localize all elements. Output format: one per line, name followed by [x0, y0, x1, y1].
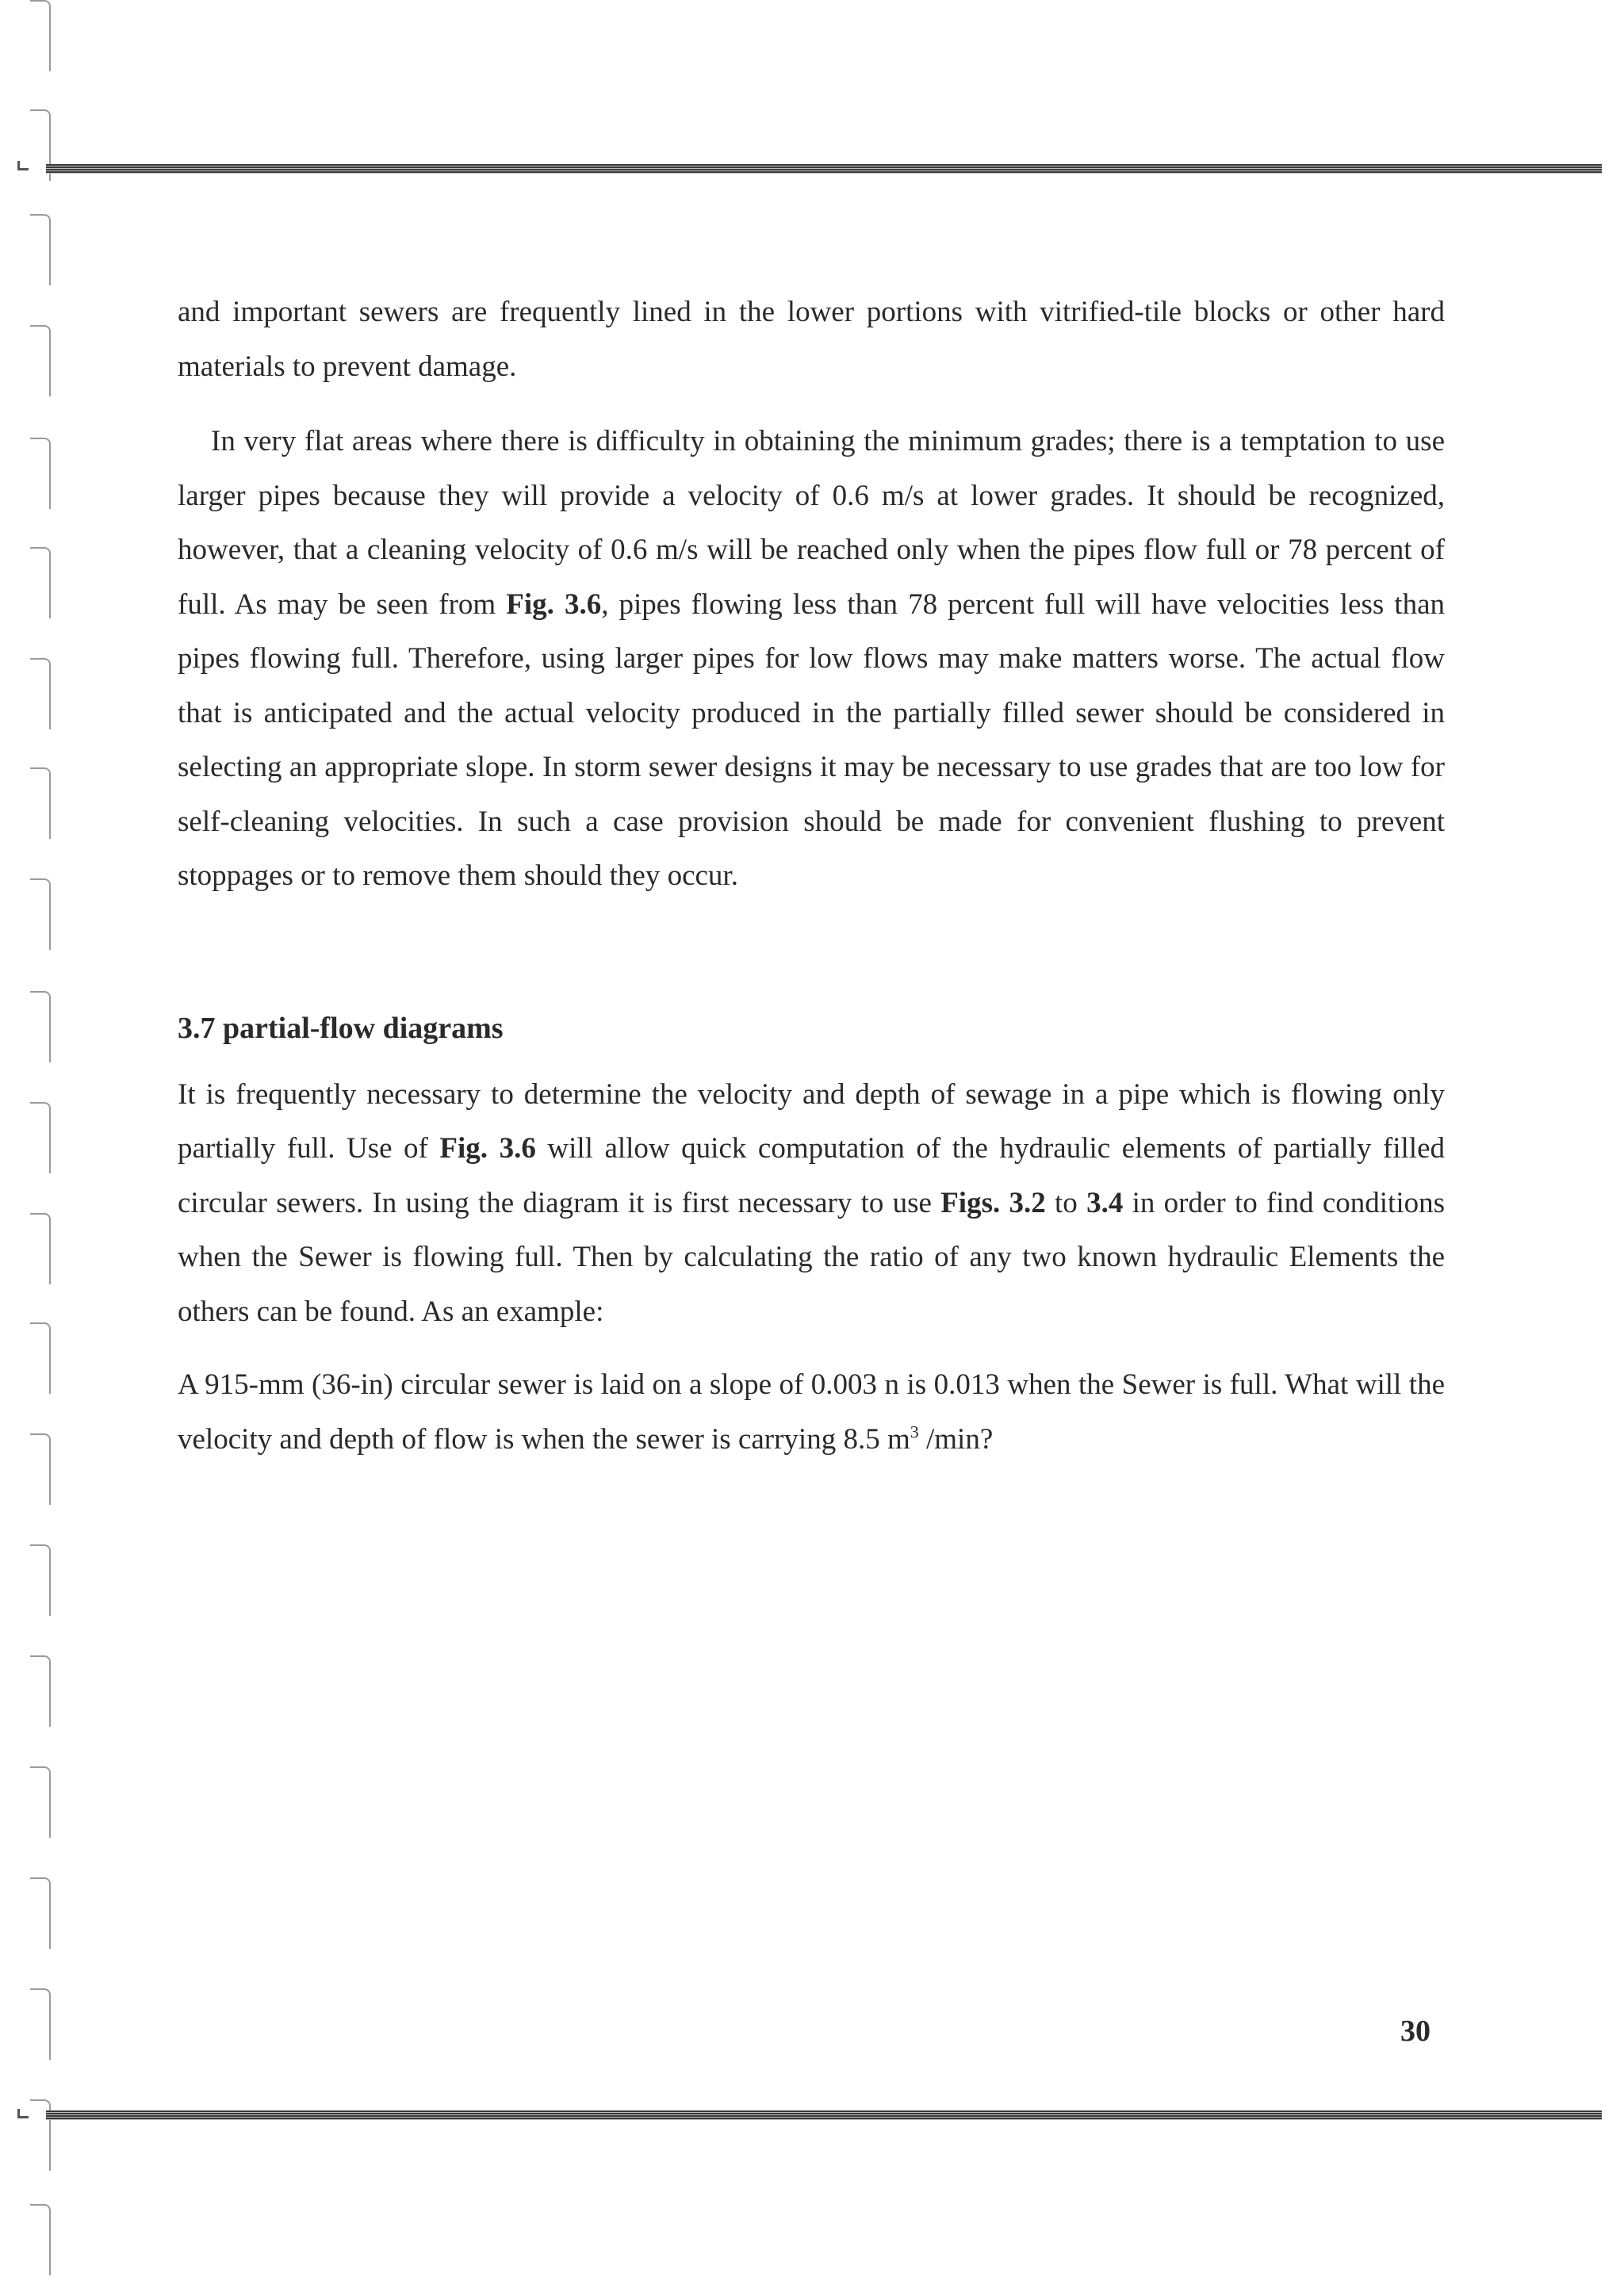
binding-ring: [30, 1766, 51, 1838]
binding-ring: [30, 2204, 51, 2275]
binding-ring: [30, 1102, 51, 1173]
binding-ring: [30, 1433, 51, 1505]
binding-ring: [30, 325, 51, 396]
section-heading: 3.7 partial-flow diagrams: [178, 1011, 504, 1045]
paragraph: [178, 1358, 1445, 1467]
paragraph-text: /min?: [918, 1422, 994, 1456]
binding-ring: [30, 1655, 51, 1727]
page-body: [178, 285, 1445, 1467]
binding-ring: [30, 547, 51, 618]
binding-ring: [30, 991, 51, 1062]
figure-reference: 3.4: [1086, 1186, 1124, 1219]
paragraph-text: to: [1045, 1186, 1087, 1219]
superscript: 3: [910, 1422, 919, 1442]
figure-reference: Fig. 3.6: [439, 1132, 536, 1165]
binding-ring: [30, 878, 51, 950]
binding-ring: [30, 767, 51, 839]
top-rule: [46, 164, 1602, 174]
paragraph-text: will allow quick computation of the hydraulic elements of partially filled circular sewers. In using the diagram it is first necessary to use: [178, 1132, 1446, 1219]
binding-ring: [30, 0, 51, 71]
paragraph-text: and important sewers are frequently lined in the lower portions with vitrified-tile blocks or other hard materials to prevent damage.: [178, 296, 1445, 383]
binding-ring: [30, 1544, 51, 1616]
paragraph: [178, 1068, 1445, 1340]
paragraph-text: A 915-mm (36-in) circular sewer is laid on a slope of 0.003 n is 0.013 when the Sewer is full. What will the velocity and depth of flow is when the sewer is carrying 8.5 m: [178, 1368, 1445, 1456]
paragraph: [178, 415, 1445, 904]
binding-ring: [30, 214, 51, 285]
rule-mark: [17, 2109, 29, 2118]
bottom-rule: [46, 2110, 1602, 2120]
paragraph-text: It is frequently necessary to determine the velocity and depth of sewage in a pipe which is flowing only partially full. Use of: [178, 1077, 1445, 1165]
figure-reference: Fig. 3.6: [506, 587, 602, 621]
binding-ring: [30, 1877, 51, 1949]
page-number: 30: [1400, 2015, 1431, 2048]
binding-ring: [30, 1988, 51, 2060]
rule-mark: [17, 161, 29, 170]
binding-ring: [30, 1322, 51, 1394]
binding-ring: [30, 438, 51, 509]
paragraph-text: in order to find conditions when the Sewer is flowing full. Then by calculating the ratio of any two known hydraulic Elements the others can be found. As an example:: [178, 1186, 1445, 1328]
paragraph-text: , pipes flowing less than 78 percent full will have velocities less than pipes flowing full. Therefore, using larger pipes for low flows may make matters worse. The actual flow that is anticipated and the actual velocity produced in the partially filled sewer should be considered in selecting an appropriate slope. In storm sewer designs it may be necessary to use grades that are too low for self-cleaning velocities. In such a case provision should be made for convenient flushing to prevent stoppages or to remove them should they occur.: [178, 587, 1446, 892]
figure-reference: Figs. 3.2: [940, 1186, 1046, 1219]
paragraph: [178, 285, 1445, 394]
binding-ring: [30, 1213, 51, 1284]
paragraph-text: In very flat areas where there is difficulty in obtaining the minimum grades; there is a temptation to use larger pipes because they will provide a velocity of 0.6 m/s at lower grades. It should be recognized, however, that a cleaning velocity of 0.6 m/s will be reached only when the pipes flow full or 78 percent of full. As may be seen from: [178, 425, 1445, 621]
binding-ring: [30, 658, 51, 729]
